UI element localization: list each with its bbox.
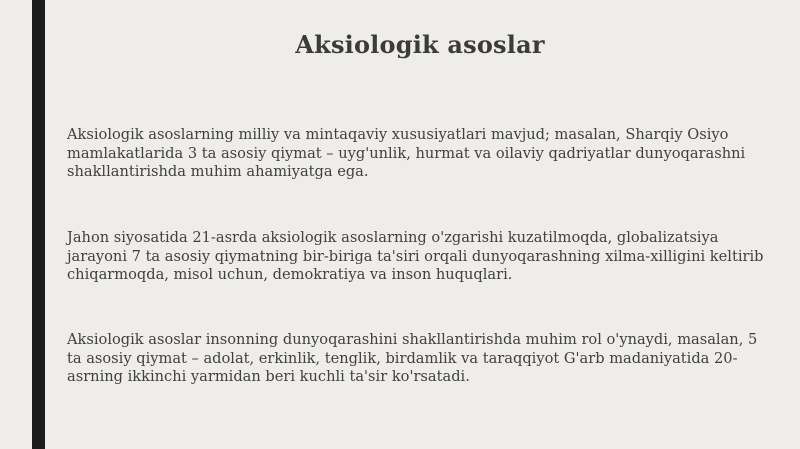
slide-title: Aksiologik asoslar: [295, 30, 545, 59]
left-accent-bar: [32, 0, 45, 449]
paragraph-2: Jahon siyosatida 21-asrda aksiologik asoslarning o'zgarishi kuzatilmoqda, globalizatsiya jarayoni 7 ta asosiy qiymatning bir-biriga ta'siri orqali dunyoqarashning xilma-xilligini keltirib chiqarmoqda, misol uchun, demokratiya va inson huquqlari.: [67, 229, 764, 283]
paragraph-1: Aksiologik asoslarning milliy va mintaqaviy xususiyatlari mavjud; masalan, Sharqiy Osiyo mamlakatlarida 3 ta asosiy qiymat – uyg'unlik, hurmat va oilaviy qadriyatlar dunyoqarashni shakllantirishda muhim ahamiyatga ega.: [67, 126, 746, 180]
paragraph-3: Aksiologik asoslar insonning dunyoqarashini shakllantirishda muhim rol o'ynaydi, masalan, 5 ta asosiy qiymat – adolat, erkinlik, tenglik, birdamlik va taraqqiyot G'arb madaniyatida 20-asrning ikkinchi yarmidan beri kuchli ta'sir ko'rsatadi.: [67, 331, 758, 385]
